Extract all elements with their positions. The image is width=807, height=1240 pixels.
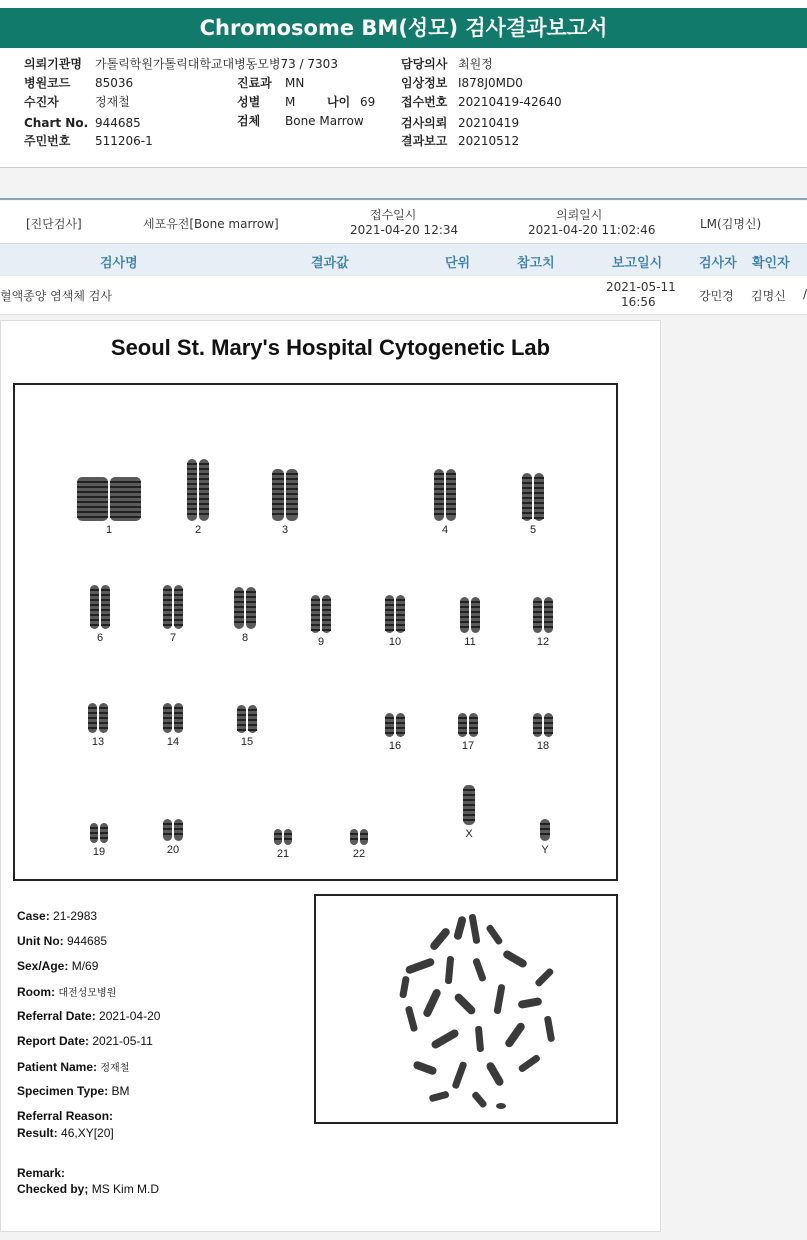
referral-date-field — [17, 1009, 160, 1023]
chromosome-17 — [458, 713, 478, 737]
chromosome-label: 1 — [105, 524, 113, 536]
col-confirmer[interactable]: 확인자 — [752, 256, 790, 271]
chromosome-7 — [163, 585, 183, 629]
chromosome-14 — [163, 703, 183, 733]
col-result[interactable]: 결과값 — [311, 256, 349, 271]
doctor-value: 최원정 — [458, 57, 493, 71]
chromosome-label: 9 — [317, 636, 325, 648]
chromosome-18 — [533, 713, 553, 737]
chromosome-21 — [274, 829, 292, 845]
chromosome-label: 6 — [96, 632, 104, 644]
chromosome-16 — [385, 713, 405, 737]
chromosome-label: 16 — [388, 740, 402, 752]
table-row[interactable] — [0, 276, 807, 315]
unit-label: Unit No: — [17, 934, 64, 948]
report-date-field — [17, 1034, 153, 1048]
remark-field — [17, 1166, 65, 1180]
karyotype-report — [0, 320, 661, 1232]
referral-reason-label: Referral Reason: — [17, 1109, 114, 1123]
result-value: 46,XY[20] — [61, 1126, 114, 1140]
room-label: Room: — [17, 985, 55, 999]
chromosome-9 — [311, 595, 331, 633]
reception-label: 접수번호 — [401, 95, 448, 109]
chart-label: Chart No. — [24, 116, 89, 130]
rrn-label: 주민번호 — [24, 134, 71, 148]
chromosome-label: 13 — [91, 736, 105, 748]
col-tester[interactable]: 검사자 — [699, 256, 737, 271]
sexage-field — [17, 959, 98, 973]
chromosome-label: Y — [541, 844, 549, 856]
chromosome-8 — [234, 587, 256, 629]
report-date-label: 결과보고 — [401, 134, 448, 148]
col-test-name[interactable]: 검사명 — [100, 256, 138, 271]
patient-value: 정재철 — [95, 95, 130, 109]
case-field — [17, 909, 97, 923]
patient-name-value: 정재철 — [100, 1063, 130, 1074]
chromosome-15 — [237, 705, 257, 733]
chromosome-label: 4 — [441, 524, 449, 536]
order-row[interactable] — [0, 201, 807, 243]
row-tester: 강민경 — [699, 289, 734, 303]
checked-value: MS Kim M.D — [91, 1182, 160, 1196]
referral-date-label: Referral Date: — [17, 1009, 96, 1023]
report-date-label: Report Date: — [17, 1034, 90, 1048]
report-title: Chromosome BM(성모) 검사결과보고서 — [0, 8, 807, 48]
specimen-label: 검체 — [237, 114, 261, 128]
chromosome-20 — [163, 819, 183, 841]
col-report-time[interactable]: 보고일시 — [612, 256, 663, 271]
hospital-code-label: 병원코드 — [24, 76, 71, 90]
chromosome-6 — [90, 585, 110, 629]
remark-label: Remark: — [17, 1166, 66, 1180]
patient-name-field — [17, 1059, 129, 1074]
unit-value: 944685 — [67, 934, 108, 948]
metaphase-image — [314, 894, 618, 1124]
chromosome-label: 8 — [241, 632, 249, 644]
age-value: 69 — [360, 95, 376, 109]
row-test-name: 혈액종양 염색체 검사 — [0, 289, 112, 303]
row-extra: / — [803, 287, 807, 301]
received-value: 2021-04-20 12:34 — [350, 223, 459, 237]
chromosome-label: 14 — [166, 736, 180, 748]
room-value: 대전성모병원 — [58, 988, 117, 999]
chromosome-label: 20 — [166, 844, 180, 856]
chromosome-label: 7 — [169, 632, 177, 644]
row-confirmer: 김명신 — [751, 289, 786, 303]
chromosome-label: X — [465, 828, 473, 840]
chromosome-12 — [533, 597, 553, 633]
info-col-3 — [401, 55, 621, 155]
patient-label: 수진자 — [24, 95, 59, 109]
chromosome-19 — [90, 823, 108, 843]
case-label: Case: — [17, 909, 50, 923]
chromosome-label: 21 — [276, 848, 290, 860]
metaphase-spread — [316, 896, 612, 1118]
patient-header — [0, 0, 807, 168]
col-reference[interactable]: 참고치 — [517, 256, 555, 271]
chromosome-13 — [88, 703, 108, 733]
chromosome-label: 17 — [461, 740, 475, 752]
dept-label: 진료과 — [237, 76, 272, 90]
report-date-value: 2021-05-11 — [92, 1034, 153, 1048]
result-label: Result: — [17, 1126, 58, 1140]
info-col-2 — [237, 74, 387, 134]
chromosome-label: 22 — [352, 848, 366, 860]
hospital-code-value: 85036 — [95, 76, 134, 90]
specimen-type-label: Specimen Type: — [17, 1084, 109, 1098]
col-unit[interactable]: 단위 — [445, 256, 471, 271]
received-label: 접수일시 — [370, 208, 417, 222]
chromosome-label: 11 — [464, 636, 476, 648]
rrn-value: 511206-1 — [95, 134, 153, 148]
sex-label: 성별 — [237, 95, 261, 109]
chromosome-5 — [522, 473, 544, 521]
chromosome-label: 3 — [281, 524, 289, 536]
sexage-label: Sex/Age: — [17, 959, 69, 973]
referral-date-value: 2021-04-20 — [99, 1009, 161, 1023]
chromosome-label: 12 — [536, 636, 550, 648]
specimen-type-field — [17, 1084, 129, 1098]
chromosome-10 — [385, 595, 405, 633]
specimen-value: Bone Marrow — [285, 114, 364, 128]
chromosome-label: 10 — [388, 636, 402, 648]
order-test: 세포유전[Bone marrow] — [143, 217, 279, 231]
case-value: 21-2983 — [53, 909, 98, 923]
age-label: 나이 — [327, 95, 351, 109]
room-field — [17, 984, 116, 999]
row-report-time: 16:56 — [621, 295, 656, 309]
chromosome-label: 18 — [536, 740, 550, 752]
chromosome-label: 15 — [240, 736, 254, 748]
sex-value: M — [285, 95, 296, 109]
checked-label: Checked by; — [17, 1182, 89, 1196]
clinical-label: 임상정보 — [401, 76, 448, 90]
lab-title: Seoul St. Mary's Hospital Cytogenetic Lab — [110, 335, 551, 360]
clinical-value: I878J0MD0 — [458, 76, 523, 90]
checked-field — [17, 1182, 159, 1196]
referral-reason-field — [17, 1109, 113, 1123]
result-field — [17, 1126, 114, 1140]
chart-value: 944685 — [95, 116, 141, 130]
chromosome-label: 5 — [529, 524, 537, 536]
chromosome-22 — [350, 829, 368, 845]
chromosome-11 — [460, 597, 480, 633]
karyogram — [13, 383, 618, 881]
specimen-type-value: BM — [111, 1084, 130, 1098]
doctor-label: 담당의사 — [401, 57, 448, 71]
requested-label: 의뢰일시 — [556, 208, 603, 222]
order-lab: LM(김명신) — [700, 217, 762, 231]
request-label: 검사의뢰 — [401, 116, 448, 130]
chromosome-X — [463, 785, 475, 825]
chromosome-label: 19 — [92, 846, 106, 858]
patient-name-label: Patient Name: — [17, 1060, 98, 1074]
chromosome-2 — [187, 459, 209, 521]
unit-field — [17, 934, 107, 948]
request-value: 20210419 — [458, 116, 520, 130]
spacer-band — [0, 168, 807, 200]
reception-value: 20210419-42640 — [458, 95, 562, 109]
order-category: [진단검사] — [26, 217, 82, 231]
sexage-value: M/69 — [71, 959, 99, 973]
result-table-header — [0, 243, 807, 277]
chromosome-Y — [540, 819, 550, 841]
chromosome-1 — [77, 477, 141, 521]
divider — [0, 198, 807, 200]
row-report-date: 2021-05-11 — [606, 280, 676, 294]
chromosome-4 — [434, 469, 456, 521]
institution-label: 의뢰기관명 — [24, 57, 82, 71]
institution-value: 가톨릭학원가톨릭대학교대병동모병73 / 7303 — [95, 57, 338, 71]
report-date-value: 20210512 — [458, 134, 520, 148]
dept-value: MN — [285, 76, 305, 90]
chromosome-label: 2 — [194, 524, 202, 536]
chromosome-3 — [272, 469, 298, 521]
requested-value: 2021-04-20 11:02:46 — [528, 223, 656, 237]
